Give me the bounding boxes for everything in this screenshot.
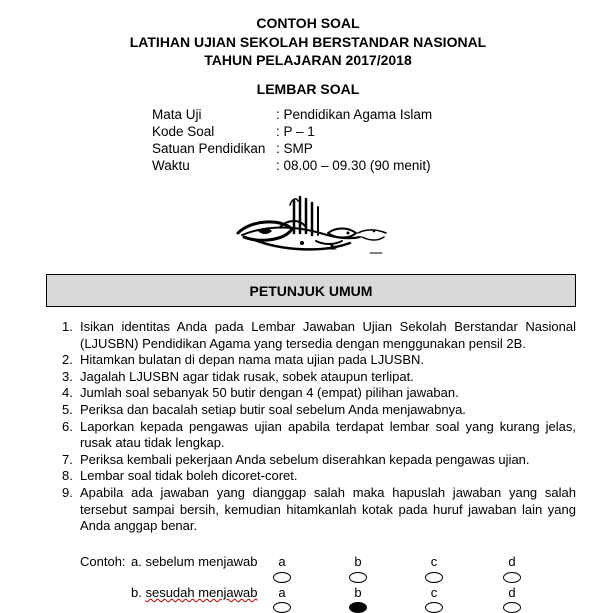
instruction-number: 4. (62, 385, 73, 401)
instruction-number: 8. (62, 468, 73, 484)
example-before-label: a. sebelum menjawab (131, 554, 258, 569)
option-letter-b: b (354, 585, 362, 600)
answer-example (0, 552, 616, 611)
instruction-list (56, 319, 576, 535)
instruction-text: Periksa dan bacalah setiap butir soal sebelum Anda menjawabnya. (80, 401, 466, 417)
instruction-text: Isikan identitas Anda pada Lembar Jawaban Ujian Sekolah Berstandar Nasional (LJUSBN) Pendidikan Agama yang tersedia dengan menggunakan pensil 2B. (80, 319, 576, 351)
answer-bubble-filled (349, 602, 367, 613)
bismillah-calligraphy-icon (232, 193, 392, 263)
example-label: Contoh: (80, 554, 126, 569)
option-letter-a: a (278, 585, 286, 600)
option-letter-a: a (278, 554, 286, 569)
answer-bubble-empty (503, 602, 521, 613)
option-letter-c: c (430, 585, 438, 600)
meta-value: : Pendidikan Agama Islam (276, 107, 433, 122)
answer-bubble-empty (425, 572, 443, 583)
instruction-text: Laporkan kepada pengawas ujian apabila terdapat lembar soal yang kurang jelas, rusak atau tidak lengkap. (80, 418, 576, 451)
option-letter-d: d (508, 585, 516, 600)
instruction-item (56, 385, 576, 402)
instruction-item (56, 419, 576, 452)
instruction-item (56, 352, 576, 369)
instruction-number: 1. (62, 319, 73, 334)
instruction-text: Lembar soal tidak boleh dicoret-coret. (80, 468, 298, 484)
instruction-item (56, 402, 576, 419)
meta-value: : P – 1 (276, 124, 315, 139)
answer-bubble-empty (273, 572, 291, 583)
instruction-number: 3. (62, 368, 73, 384)
meta-value: : 08.00 – 09.30 (90 menit) (276, 158, 431, 173)
meta-label: Satuan Pendidikan (152, 141, 266, 156)
option-letter-c: c (430, 554, 438, 569)
example-after-label (131, 585, 258, 600)
header-line-1: CONTOH SOAL (256, 15, 360, 31)
section-header-general-instructions: PETUNJUK UMUM (46, 274, 576, 307)
answer-bubble-empty (425, 602, 443, 613)
instruction-text: Jagalah LJUSBN agar tidak rusak, sobek ataupun terlipat. (80, 368, 414, 384)
instruction-number: 6. (62, 418, 73, 434)
meta-label: Waktu (152, 158, 190, 173)
instruction-text: Periksa kembali pekerjaan Anda sebelum diserahkan kepada pengawas ujian. (80, 451, 530, 467)
header-line-3: TAHUN PELAJARAN 2017/2018 (204, 52, 412, 68)
header-line-2: LATIHAN UJIAN SEKOLAH BERSTANDAR NASIONAL (129, 34, 487, 50)
example-after-text: sesudah menjawab (145, 585, 258, 600)
instruction-item (56, 485, 576, 535)
answer-bubble-empty (349, 572, 367, 583)
meta-label: Kode Soal (152, 124, 215, 139)
example-after-prefix: b. (131, 585, 146, 600)
instruction-number: 2. (62, 352, 73, 368)
document-subtitle: LEMBAR SOAL (256, 81, 360, 97)
option-letter-d: d (508, 554, 516, 569)
instruction-item (56, 319, 576, 352)
instruction-item (56, 452, 576, 469)
instruction-text: Jumlah soal sebanyak 50 butir dengan 4 (empat) pilihan jawaban. (80, 385, 459, 401)
meta-label: Mata Uji (152, 107, 202, 122)
instruction-number: 7. (62, 451, 73, 467)
instruction-text: Hitamkan bulatan di depan nama mata ujian pada LJUSBN. (80, 352, 424, 368)
instruction-number: 9. (62, 484, 73, 500)
answer-bubble-empty (503, 572, 521, 583)
instruction-item (56, 468, 576, 485)
meta-value: : SMP (276, 141, 313, 156)
instruction-text: Apabila ada jawaban yang dianggap salah maka hapuslah jawaban yang salah tersebut sampai bersih, kemudian hitamkanlah kotak pada huruf jawaban lain yang Anda anggap benar. (80, 484, 576, 534)
instruction-number: 5. (62, 401, 73, 417)
answer-bubble-empty (273, 602, 291, 613)
option-letter-b: b (354, 554, 362, 569)
instruction-item (56, 369, 576, 386)
